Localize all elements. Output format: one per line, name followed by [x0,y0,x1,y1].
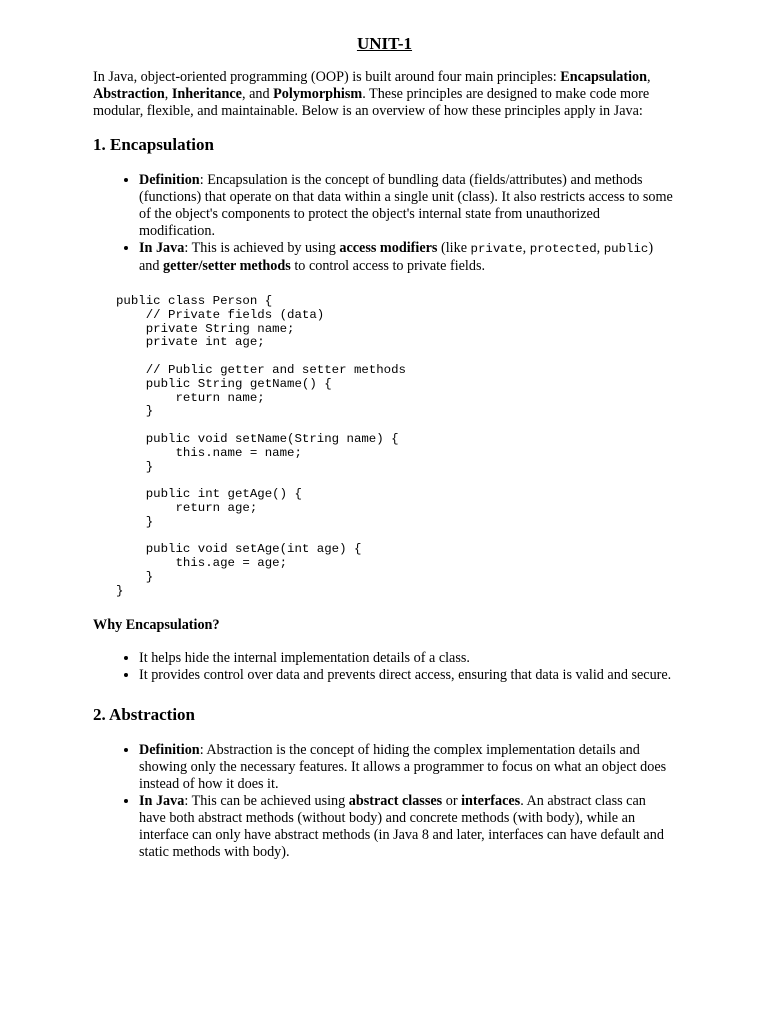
intro-paragraph [93,69,676,120]
list-item [139,240,676,275]
in-java-text: to control access to private fields. [290,258,486,274]
in-java-text: ) and [139,240,654,274]
abstraction-list [93,742,676,861]
section-heading-encapsulation: 1. Encapsulation [93,135,214,154]
list-item [139,172,676,240]
section-heading-abstraction: 2. Abstraction [93,704,195,724]
code-public: public [603,242,649,256]
getter-setter-term: getter/setter methods [163,258,291,274]
code-private: private [470,242,523,256]
interfaces-term: interfaces [461,792,521,809]
why-encapsulation-list [93,650,676,684]
in-java-text: . An abstract class can have both abstract methods (without body) and concrete methods (with body), while an interface can only have abstract methods (in Java 8 and later, interfaces can have default and static methods with body). [139,792,664,860]
page-title: UNIT-1 [356,34,413,53]
why-encapsulation-heading: Why Encapsulation? [93,616,220,633]
in-java-label: In Java [139,240,185,256]
access-modifiers-term: access modifiers [339,240,438,256]
in-java-text: : This can be achieved using [184,792,349,809]
intro-text: In Java, object-oriented programming (OOP) is built around four main principles: [93,69,561,85]
in-java-label: In Java [139,792,185,809]
intro-sep: , [164,86,172,102]
definition-text: : Encapsulation is the concept of bundling data (fields/attributes) and methods (functions) that operate on that data within a single unit (class). It also restricts access to some of the object's components to protect the object's internal state from unauthorized modification. [139,172,673,239]
list-item [139,742,676,793]
definition-text: : Abstraction is the concept of hiding the complex implementation details and showing only the necessary features. It allows a programmer to focus on what an object does instead of how it does it. [139,741,667,792]
list-item: • It provides control over data and prevents direct access, ensuring that data is valid and secure. [139,667,676,684]
intro-sep: , [647,69,651,85]
in-java-text: , [522,240,530,256]
list-item: • It helps hide the internal implementation details of a class. [139,650,676,667]
principle-polymorphism: Polymorphism [273,86,363,102]
in-java-text: (like [437,240,471,256]
definition-label: Definition [139,741,200,758]
principle-abstraction: Abstraction [93,86,165,102]
encapsulation-list [93,172,676,275]
code-block-person: public class Person { // Private fields (data) private String name; private int age; // Public getter and setter methods public String getName() { return name; } public void setName(String name) { this.name = name; } public int getAge() { return age; } public void setAge(int age) { this.age = age; } } [116,294,406,598]
principle-inheritance: Inheritance [171,86,242,102]
intro-text: . These principles are designed to make code more modular, flexible, and maintainable. Below is an overview of how these principles apply in Java: [93,86,650,119]
principle-encapsulation: Encapsulation [560,69,648,85]
in-java-text: or [442,792,462,809]
code-protected: protected [529,242,597,256]
abstract-classes-term: abstract classes [348,792,443,809]
intro-sep: , and [241,86,274,102]
definition-label: Definition [139,172,200,188]
in-java-text: : This is achieved by using [184,240,340,256]
list-item [139,793,676,861]
in-java-text: , [596,240,604,256]
